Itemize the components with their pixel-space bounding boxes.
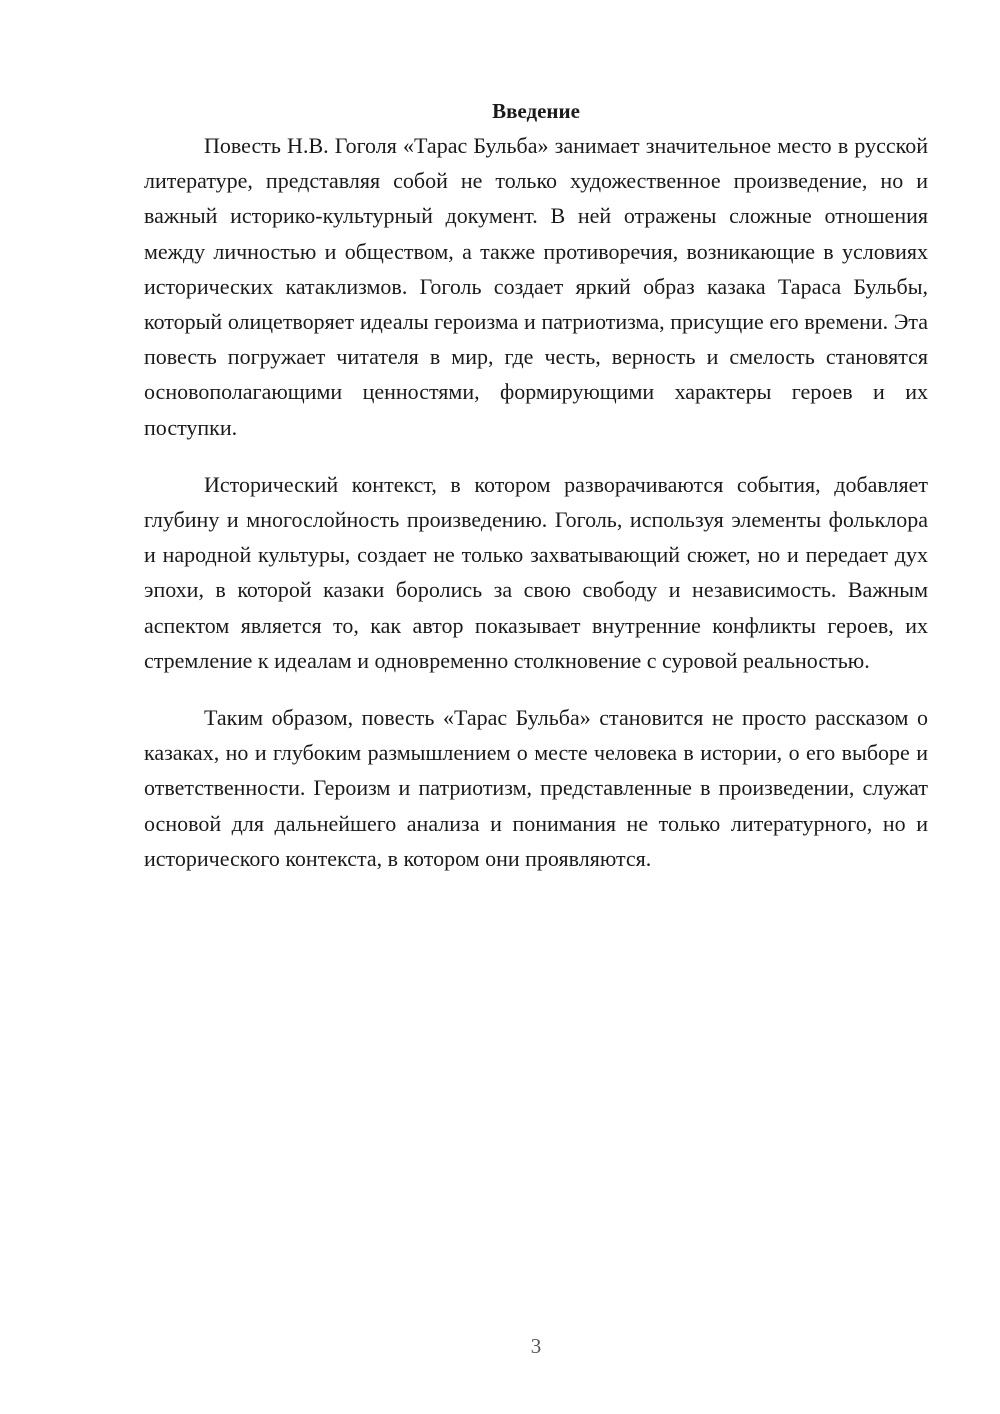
paragraph-1: Повесть Н.В. Гоголя «Тарас Бульба» занимает значительное место в русской литературе, представляя собой не только художественное произведение, но и важный историко-культурный документ. В ней отражены сложные отношения между личностью и обществом, а также противоречия, возникающие в условиях исторических катаклизмов. Гоголь создает яркий образ казака Тараса Бульбы, который олицетворяет идеалы героизма и патриотизма, присущие его времени. Эта повесть погружает читателя в мир, где честь, верность и смелость становятся основополагающими ценностями, формирующими характеры героев и их поступки.: [144, 133, 928, 440]
page-number: 3: [530, 1334, 542, 1358]
paragraph-2: Исторический контекст, в котором разворачиваются события, добавляет глубину и многослойность произведению. Гоголь, используя элементы фольклора и народной культуры, создает не только захватывающий сюжет, но и передает дух эпохи, в которой казаки боролись за свою свободу и независимость. Важным аспектом является то, как автор показывает внутренние конфликты героев, их стремление к идеалам и одновременно столкновение с суровой реальностью.: [144, 471, 928, 673]
paragraph-3: Таким образом, повесть «Тарас Бульба» становится не просто рассказом о казаках, но и глубоким размышлением о месте человека в истории, о его выборе и ответственности. Героизм и патриотизм, представленные в произведении, служат основой для дальнейшего анализа и понимания не только литературного, но и исторического контекста, в котором они проявляются.: [144, 705, 928, 871]
section-heading: Введение: [492, 99, 580, 123]
page-content: [144, 96, 928, 898]
